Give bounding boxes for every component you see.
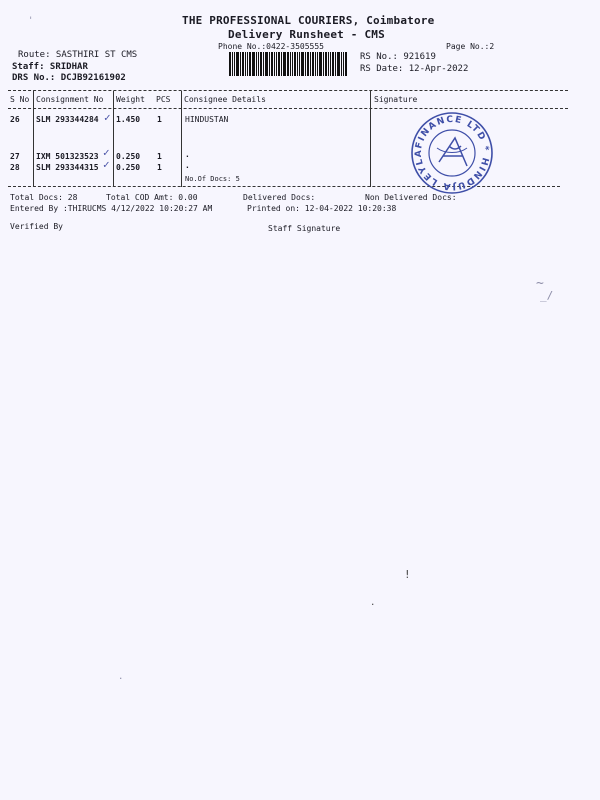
table-row-consignee: HINDUSTAN: [185, 115, 229, 124]
table-row-sno: 26: [10, 115, 20, 124]
header-pcs: PCS: [156, 95, 171, 104]
scan-speck: .: [118, 672, 124, 682]
barcode: [229, 52, 355, 76]
header-weight: Weight: [116, 95, 145, 104]
company-title: THE PROFESSIONAL COURIERS, Coimbatore: [182, 14, 435, 27]
header-bottom-rule: [8, 108, 568, 109]
document-subtitle: Delivery Runsheet - CMS: [228, 28, 385, 41]
table-row-weight: 0.250: [116, 163, 141, 172]
table-row-sno: 28: [10, 163, 20, 172]
header-consignee: Consignee Details: [184, 95, 266, 104]
tick-mark-icon: ✓: [103, 158, 110, 171]
no-of-docs: No.Of Docs: 5: [185, 175, 240, 183]
table-row-consignee: .: [185, 161, 190, 170]
phone-number: Phone No.:0422-3505555: [218, 42, 324, 51]
table-row-consignment: SLM 293344315: [36, 163, 99, 172]
table-row-consignment: SLM 293344284: [36, 115, 99, 124]
header-signature: Signature: [374, 95, 418, 104]
tick-mark-icon: ✓: [104, 111, 111, 124]
table-top-rule: [8, 90, 568, 91]
table-row-pcs: 1: [157, 152, 162, 161]
table-row-pcs: 1: [157, 115, 162, 124]
pen-mark: _/: [540, 289, 554, 302]
entered-by: Entered By :THIRUCMS 4/12/2022 10:20:27 AM: [10, 204, 213, 213]
column-divider: [33, 91, 34, 187]
pen-mark: ~: [536, 276, 544, 291]
tick-mark-icon: ✓: [103, 146, 110, 159]
drs-number: DRS No.: DCJB92161902: [12, 73, 126, 83]
header-sno: S No: [10, 95, 30, 104]
total-docs: Total Docs: 28: [10, 193, 78, 202]
table-row-weight: 0.250: [116, 152, 141, 161]
delivered-docs: Delivered Docs:: [243, 193, 316, 202]
verified-by-label: Verified By: [10, 222, 63, 231]
column-divider: [181, 91, 182, 187]
table-row-weight: 1.450: [116, 115, 141, 124]
scan-speck: ': [28, 16, 34, 26]
header-consignment: Consignment No: [36, 95, 104, 104]
scan-speck: .: [370, 598, 376, 608]
scan-speck: !: [404, 568, 411, 581]
staff-label: Staff: SRIDHAR: [12, 62, 88, 72]
stamp-seal-icon: [409, 110, 495, 196]
table-row-sno: 27: [10, 152, 20, 161]
table-row-pcs: 1: [157, 163, 162, 172]
page-number: Page No.:2: [446, 42, 495, 51]
table-row-consignment: IXM 501323523: [36, 152, 99, 161]
non-delivered-docs: Non Delivered Docs:: [365, 193, 457, 202]
rs-number: RS No.: 921619: [360, 52, 436, 62]
rs-date: RS Date: 12-Apr-2022: [360, 64, 469, 74]
column-divider: [370, 91, 371, 187]
total-cod-amount: Total COD Amt: 0.00: [106, 193, 198, 202]
route-label: Route: SASTHIRI ST CMS: [18, 50, 138, 60]
column-divider: [113, 91, 114, 187]
table-row-consignee: .: [185, 150, 190, 159]
printed-on: Printed on: 12-04-2022 10:20:38: [247, 204, 397, 213]
stamp-text: FINANCE LTD * HINDUJA LEYLA: [413, 114, 491, 192]
staff-signature-label: Staff Signature: [268, 224, 341, 233]
company-stamp: [409, 110, 495, 196]
